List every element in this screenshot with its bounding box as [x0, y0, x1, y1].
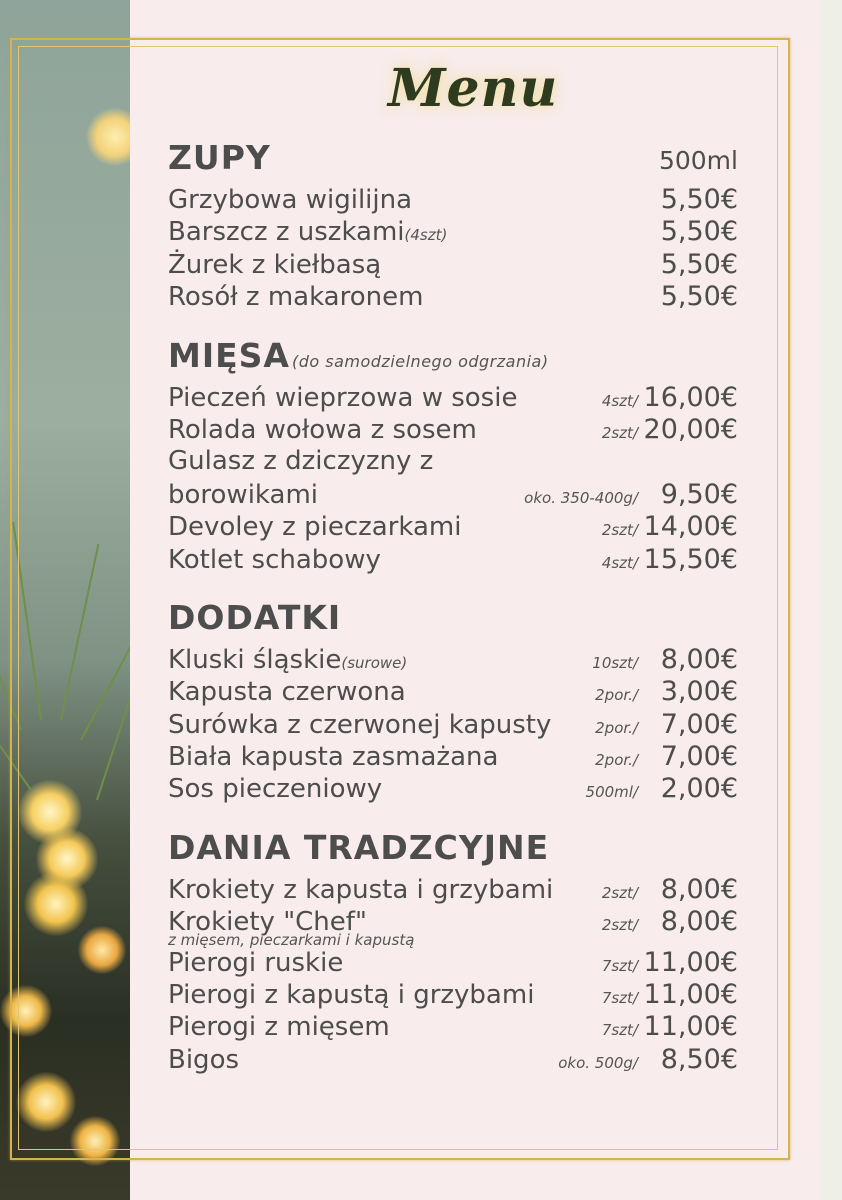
menu-item — [168, 644, 738, 676]
menu-content — [168, 138, 738, 1076]
menu-item — [168, 479, 738, 511]
item-name: Barszcz z uszkami — [168, 217, 405, 248]
section-title: MIĘSA — [168, 335, 290, 375]
item-price: 8,50€ — [660, 1043, 738, 1075]
item-qty: 7szt/ — [601, 956, 638, 975]
item-description: z mięsem, pieczarkami i kapustą — [168, 930, 415, 949]
item-price: 8,00€ — [660, 643, 738, 675]
section-title: DANIA TRADZCYJNE — [168, 827, 550, 867]
section-header-dodatki — [168, 598, 738, 644]
item-qty: 500ml/ — [585, 783, 638, 802]
item-price: 11,00€ — [643, 1011, 738, 1043]
item-price: 3,00€ — [660, 676, 738, 708]
item-qty: 2szt/ — [601, 916, 638, 935]
item-name: Surówka z czerwonej kapusty — [168, 709, 552, 740]
item-qty: 2por./ — [595, 718, 638, 737]
item-note: (4szt) — [404, 226, 448, 245]
item-price: 7,00€ — [660, 708, 738, 740]
item-price: 5,50€ — [660, 281, 738, 313]
item-qty: 4szt/ — [601, 553, 638, 572]
item-name: Kluski śląskie — [168, 644, 342, 675]
menu-title: Menu — [388, 58, 559, 119]
section-note: (do samodzielnego odgrzania) — [291, 351, 549, 371]
item-price: 5,50€ — [660, 248, 738, 280]
section-header-miesa — [168, 336, 738, 382]
item-price: 2,00€ — [660, 773, 738, 805]
item-qty: 10szt/ — [592, 653, 638, 672]
item-price: 15,50€ — [643, 543, 738, 575]
item-name: Sos pieczeniowy — [168, 774, 383, 805]
item-name: Pieczeń wieprzowa w sosie — [168, 382, 518, 413]
menu-item — [168, 741, 738, 773]
item-name: Rolada wołowa z sosem — [168, 414, 477, 445]
menu-item — [168, 709, 738, 741]
item-qty: 2szt/ — [601, 423, 638, 442]
section-header-zupy — [168, 138, 738, 184]
page-margin — [820, 0, 842, 1200]
item-name: borowikami — [168, 479, 319, 510]
item-name: Rosół z makaronem — [168, 282, 424, 313]
item-qty: 2por./ — [595, 751, 638, 770]
item-price: 11,00€ — [643, 946, 738, 978]
section-header-dania-tradycyjne — [168, 828, 738, 874]
menu-item — [168, 947, 738, 979]
item-price: 8,00€ — [660, 906, 738, 938]
item-name: Grzybowa wigilijna — [168, 185, 413, 215]
item-name: Pierogi z kapustą i grzybami — [168, 980, 535, 1011]
menu-item — [168, 979, 738, 1011]
item-name: Kapusta czerwona — [168, 677, 406, 708]
item-name: Kotlet schabowy — [168, 544, 381, 575]
menu-item — [168, 184, 738, 216]
menu-item — [168, 414, 738, 446]
item-name: Żurek z kiełbasą — [168, 249, 382, 280]
menu-item — [168, 446, 738, 478]
item-qty: 4szt/ — [601, 391, 638, 410]
item-name: Devoley z pieczarkami — [168, 512, 462, 543]
item-qty: 7szt/ — [601, 1021, 638, 1040]
item-price: 7,00€ — [660, 741, 738, 773]
item-qty: oko. 500g/ — [558, 1053, 638, 1072]
section-unit: 500ml — [658, 146, 738, 175]
item-name: Gulasz z dziczyzny z — [168, 446, 434, 477]
item-price: 9,50€ — [660, 478, 738, 510]
menu-item — [168, 874, 738, 906]
item-price: 8,00€ — [660, 873, 738, 905]
menu-item — [168, 676, 738, 708]
menu-item — [168, 249, 738, 281]
item-name: Pierogi z mięsem — [168, 1012, 390, 1043]
item-qty: 2szt/ — [601, 521, 638, 540]
item-name: Krokiety "Chef" — [168, 907, 367, 938]
menu-item — [168, 1044, 738, 1076]
menu-item — [168, 1011, 738, 1043]
menu-item — [168, 382, 738, 414]
menu-item — [168, 511, 738, 543]
item-price: 5,50€ — [660, 184, 738, 215]
item-price: 16,00€ — [643, 381, 738, 413]
item-price: 5,50€ — [660, 216, 738, 248]
menu-item — [168, 773, 738, 805]
item-qty: 2szt/ — [601, 883, 638, 902]
item-note: (surowe) — [341, 653, 408, 672]
section-title: DODATKI — [168, 597, 342, 637]
menu-item — [168, 544, 738, 576]
menu-item — [168, 281, 738, 313]
item-name: Bigos — [168, 1044, 240, 1075]
section-title: ZUPY — [168, 138, 271, 177]
item-name: Pierogi ruskie — [168, 947, 344, 978]
item-price: 20,00€ — [643, 413, 738, 445]
item-price: 11,00€ — [643, 979, 738, 1011]
item-price: 14,00€ — [643, 511, 738, 543]
item-qty: 2por./ — [595, 686, 638, 705]
item-name: Krokiety z kapusta i grzybami — [168, 874, 554, 905]
menu-item — [168, 216, 738, 248]
item-qty: oko. 350-400g/ — [524, 488, 638, 507]
item-name: Biała kapusta zasmażana — [168, 742, 499, 773]
item-qty: 7szt/ — [601, 989, 638, 1008]
